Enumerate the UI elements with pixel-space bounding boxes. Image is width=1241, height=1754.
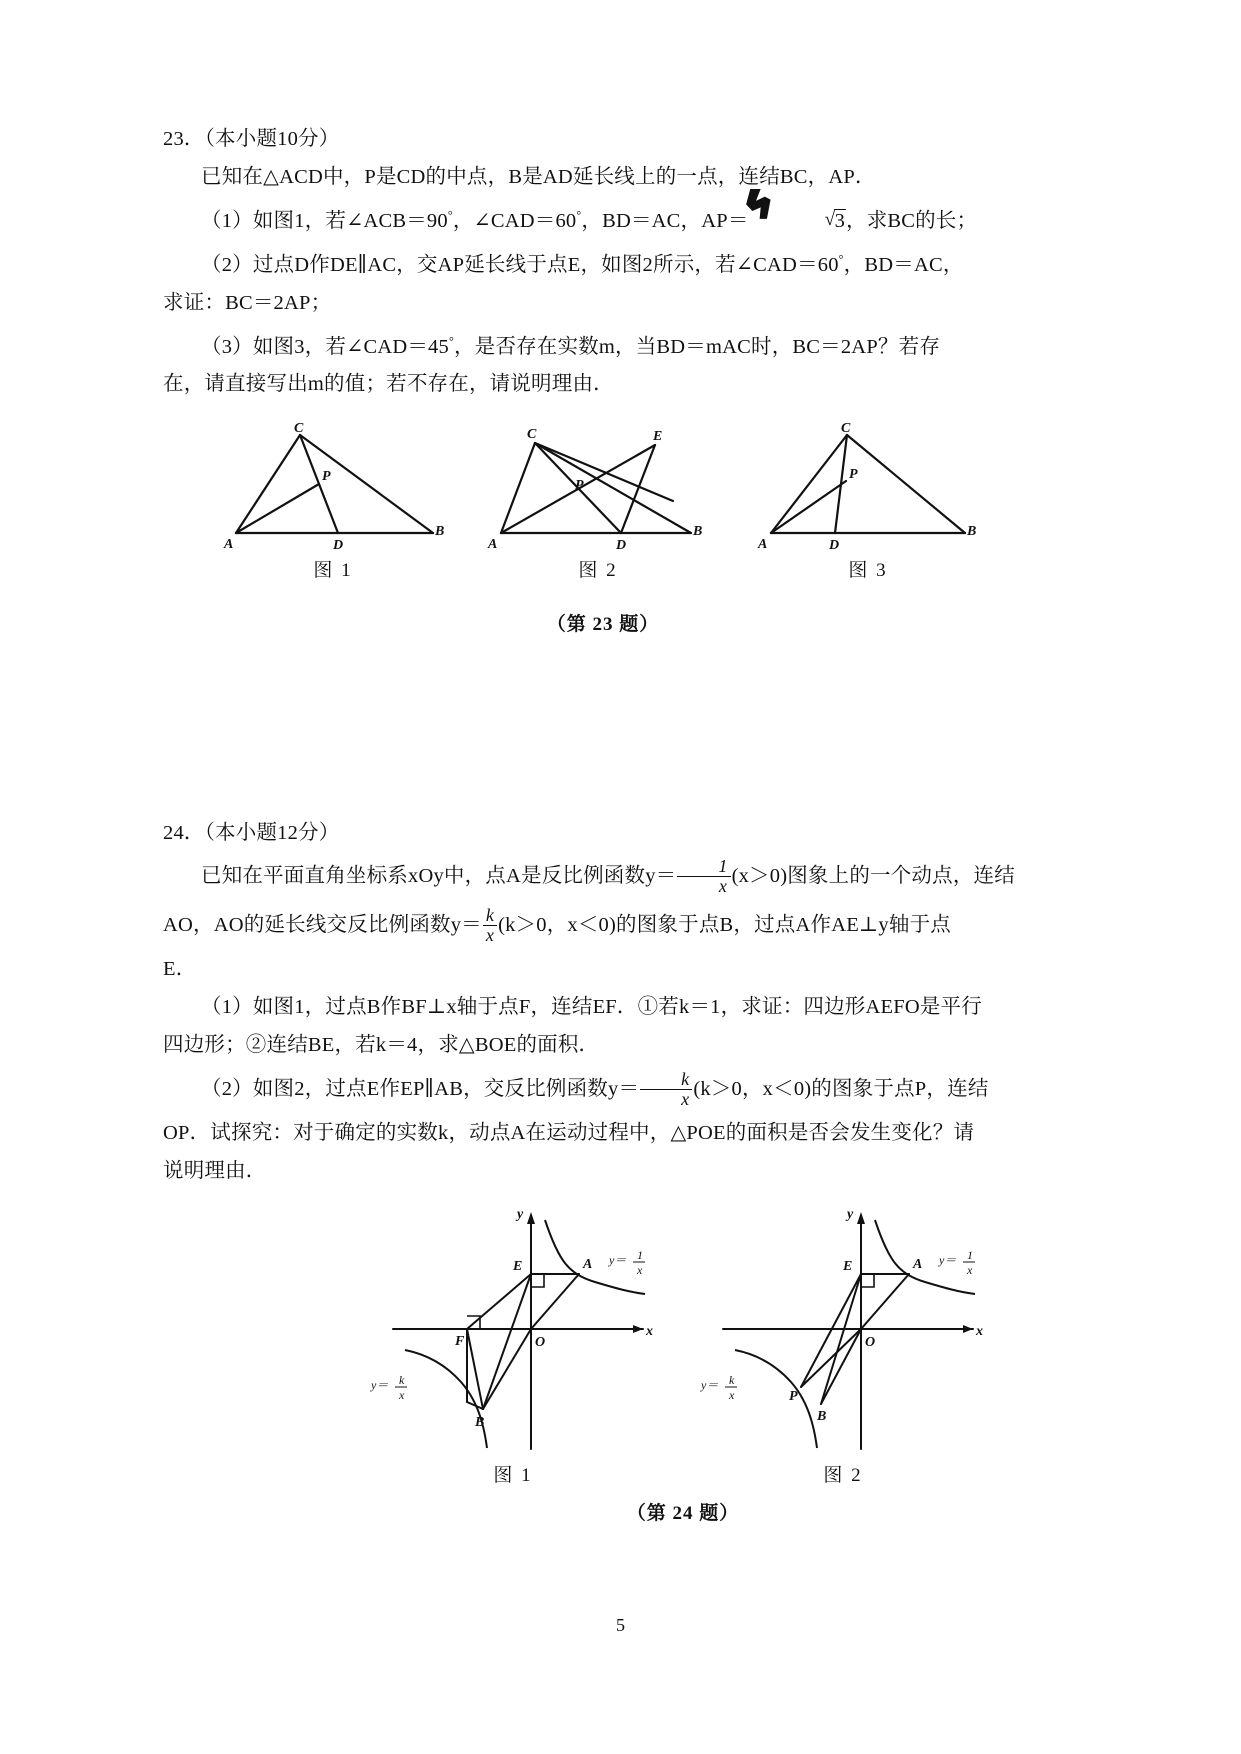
q23-figure-1: [218, 423, 448, 582]
fraction-numerator: 1: [718, 856, 728, 877]
q23-group-caption: （第 23 题）: [546, 614, 660, 636]
degree-symbol: °: [838, 251, 844, 266]
hyperbola-positive: [875, 1220, 975, 1294]
label-A: A: [913, 1257, 923, 1273]
q24-figure-1-svg: [363, 1204, 663, 1464]
q23-part1-end: ，求BC的长；: [846, 209, 978, 232]
q24-stem-b2: (k＞0，x＜0)的图象于点B，过点A作AE⊥y轴于点: [498, 914, 951, 937]
q24-figures: [163, 1198, 1115, 1498]
label-P: P: [575, 478, 584, 494]
q23-marks: （本小题10分）: [204, 128, 340, 150]
q24-figure-1-caption: 图 1: [493, 1465, 533, 1487]
label-E: E: [843, 1259, 853, 1275]
q23-figure-3-svg: [753, 423, 983, 553]
label-B: B: [693, 524, 703, 540]
q24-part2-a: （2）如图2，过点E作EP∥AB，交反比例函数y＝: [201, 1078, 640, 1101]
label-A: A: [758, 537, 768, 553]
q23-stem: 已知在△ACD中，P是CD的中点，B是AD延长线上的一点，连结BC，AP．: [201, 166, 876, 188]
curve-label-2-prefix: y＝: [701, 1378, 719, 1393]
hyperbola-positive: [545, 1220, 645, 1294]
y-axis-arrow: [527, 1212, 535, 1224]
q23-part1-pre: （1）如图1，若∠ACB＝90: [201, 209, 448, 232]
q24-part2-line3: 说明理由．: [163, 1160, 267, 1183]
q24-stem-b: AO，AO的延长线交反比例函数y＝: [163, 914, 482, 937]
label-D: D: [616, 538, 627, 554]
curve-label-1-den: x: [637, 1263, 643, 1278]
q23-figures: [163, 413, 1115, 603]
hyperbola-negative: [735, 1350, 817, 1448]
fraction-numerator: k: [485, 905, 495, 926]
curve-label-2-num: k: [399, 1373, 405, 1388]
label-E: E: [513, 1259, 523, 1275]
label-x: x: [646, 1324, 653, 1340]
label-O: O: [535, 1335, 546, 1351]
fraction-k-over-x: [640, 1070, 692, 1109]
degree-symbol: °: [576, 208, 582, 222]
curve-label-1-num: 1: [967, 1248, 973, 1263]
q23-part1-mid: ，∠CAD＝60: [452, 209, 577, 232]
label-x: x: [976, 1324, 983, 1340]
label-C: C: [841, 423, 851, 437]
label-A: A: [488, 537, 498, 553]
q23-part3-b: ，是否存在实数m，当BD＝mAC时，BC＝2AP？若存: [453, 335, 941, 358]
q24-stem-a: 已知在平面直角坐标系xOy中，点A是反比例函数y＝: [201, 865, 677, 888]
x-axis-arrow: [633, 1325, 643, 1333]
fraction-one-over-x: [677, 857, 730, 896]
fraction-denominator: x: [640, 1089, 692, 1109]
label-B: B: [475, 1415, 485, 1431]
label-E: E: [653, 429, 663, 445]
q23-figure-2-svg: [483, 423, 713, 553]
q23-figure-2-caption: 图 2: [578, 560, 618, 582]
q23-part2-line2: 求证：BC＝2AP；: [163, 291, 332, 314]
q23-part2-b: ，BD＝AC，: [843, 253, 964, 276]
label-D: D: [829, 538, 840, 554]
q24-stem-line1: [163, 852, 1115, 900]
fraction-denominator: x: [483, 925, 497, 945]
q24-heading: [163, 814, 1115, 852]
curve-label-1-num: 1: [637, 1248, 643, 1263]
label-y: y: [847, 1207, 854, 1223]
q23-part2-a: （2）过点D作DE∥AC，交AP延长线于点E，如图2所示，若∠CAD＝60: [201, 253, 839, 276]
page-content: [163, 120, 1115, 1525]
q24-figure-2-svg: [693, 1204, 993, 1464]
label-C: C: [527, 427, 537, 443]
curve-label-2-den: x: [399, 1388, 405, 1403]
q24-part2-line1: [163, 1064, 1115, 1114]
label-P: P: [789, 1389, 798, 1405]
curve-label-2-num: k: [729, 1373, 735, 1388]
page-number: 5: [616, 1615, 625, 1635]
curve-label-2-den: x: [729, 1388, 735, 1403]
x-axis-arrow: [963, 1325, 973, 1333]
q24-figure-1: [363, 1204, 663, 1487]
label-A: A: [224, 537, 234, 553]
q24-marks: （本小题12分）: [204, 822, 340, 845]
label-C: C: [294, 423, 304, 437]
vertical-spacer: [163, 636, 1115, 814]
q24-group-caption: （第 24 题）: [626, 1503, 740, 1525]
label-O: O: [865, 1335, 876, 1351]
q23-figure-3: [753, 423, 983, 582]
curve-label-1-prefix: y＝: [609, 1253, 627, 1268]
label-B: B: [435, 524, 445, 540]
label-P: P: [322, 469, 331, 485]
fraction-denominator: x: [677, 876, 730, 896]
label-F: F: [455, 1334, 465, 1350]
q24-stem-line2: [163, 900, 1115, 950]
q23-part3-line1: [163, 322, 1115, 366]
degree-symbol: °: [448, 333, 454, 348]
q24-part2-a2: (k＞0，x＜0)的图象于点P，连结: [693, 1078, 989, 1101]
curve-label-1-den: x: [967, 1263, 973, 1278]
q23-part2-line1: [163, 240, 1115, 284]
q23-part3-line2: 在，请直接写出m的值；若不存在，请说明理由．: [163, 373, 614, 396]
q23-part1-mid2: ，BD＝AC，AP＝: [581, 209, 749, 232]
q23-figure-3-caption: 图 3: [848, 560, 888, 582]
curve-label-1-prefix: y＝: [939, 1253, 957, 1268]
degree-symbol: °: [447, 208, 453, 222]
label-D: D: [333, 538, 344, 554]
fraction-numerator: k: [681, 1069, 690, 1090]
curve-label-2-prefix: y＝: [371, 1378, 389, 1393]
q24-part1-line1: （1）如图1，过点B作BF⊥x轴于点F，连结EF．①若k＝1，求证：四边形AEFO是平行: [201, 996, 982, 1019]
sqrt-expression: [787, 202, 846, 240]
q24-part1-line2: 四边形；②连结BE，若k＝4，求△BOE的面积．: [163, 1034, 600, 1057]
q24-part2-line2: OP．试探究：对于确定的实数k，动点A在运动过程中，△POE的面积是否会发生变化？请: [163, 1122, 975, 1145]
q23-part3-a: （3）如图3，若∠CAD＝45: [201, 335, 449, 358]
label-A: A: [583, 1257, 593, 1273]
label-y: y: [517, 1207, 524, 1223]
q23-figure-1-caption: 图 1: [313, 560, 353, 582]
q24-figure-2: [693, 1204, 993, 1487]
right-angle-mark-E: [531, 1274, 544, 1287]
q23-number: 23．: [163, 128, 205, 150]
q24-stem-a2: (x＞0)图象上的一个动点，连结: [731, 865, 1015, 888]
q23-part1: [163, 196, 1115, 240]
q24-number: 24．: [163, 822, 205, 845]
q24-figure-2-caption: 图 2: [823, 1465, 863, 1487]
q23-figure-1-svg: [218, 423, 448, 553]
q23-figure-2: [483, 423, 713, 582]
y-axis-arrow: [857, 1212, 865, 1224]
q24-stem-line3: E．: [163, 958, 197, 981]
label-P: P: [849, 467, 858, 483]
right-angle-mark-E: [861, 1274, 874, 1287]
ink-smudge-over-radical: [749, 202, 846, 240]
label-B: B: [967, 524, 977, 540]
q23-heading: [163, 120, 1115, 158]
sqrt-radicand: 3: [834, 209, 846, 232]
fraction-k-over-x: [483, 906, 497, 945]
label-B: B: [817, 1409, 827, 1425]
